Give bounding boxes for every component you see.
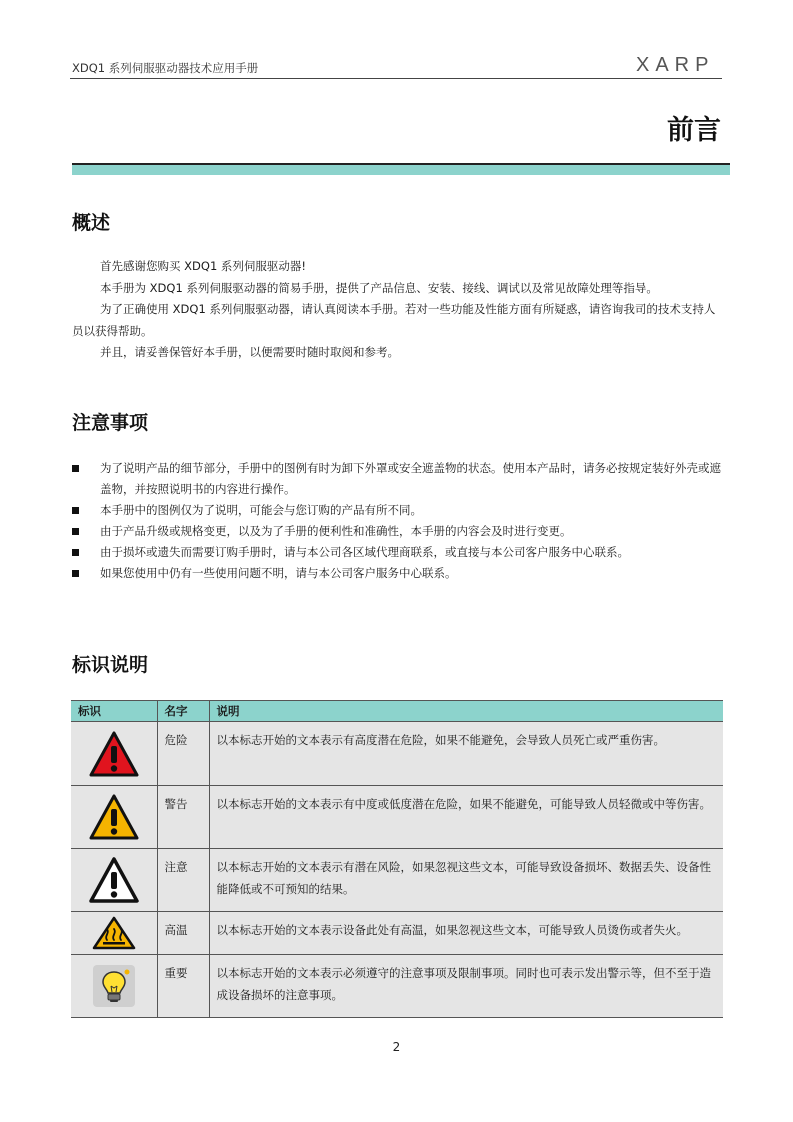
sign-name: 警告 xyxy=(157,786,209,849)
sign-name: 注意 xyxy=(157,849,209,912)
table-row xyxy=(71,849,723,912)
column-header-description: 说明 xyxy=(209,701,723,722)
table-row xyxy=(71,722,723,786)
sign-name: 重要 xyxy=(157,955,209,1018)
overview-paragraph: 首先感谢您购买 XDQ1 系列伺服驱动器! xyxy=(100,259,307,273)
sign-description: 以本标志开始的文本表示有高度潜在危险，如果不能避免，会导致人员死亡或严重伤害。 xyxy=(209,722,723,786)
icon-cell xyxy=(71,849,157,912)
icon-cell xyxy=(71,912,157,955)
header-doc-title: XDQ1 系列伺服驱动器技术应用手册 xyxy=(72,61,259,75)
sign-name: 高温 xyxy=(157,912,209,955)
caution-white-triangle-icon xyxy=(89,857,139,903)
bullet-square-icon xyxy=(72,465,79,472)
warning-yellow-triangle-icon xyxy=(89,794,139,840)
sign-description: 以本标志开始的文本表示有中度或低度潜在危险，如果不能避免，可能导致人员轻微或中等伤害。 xyxy=(209,786,723,849)
list-item xyxy=(72,521,724,542)
table-header-row xyxy=(71,701,723,722)
sign-description: 以本标志开始的文本表示设备此处有高温，如果忽视这些文本，可能导致人员烫伤或者失火。 xyxy=(209,912,723,955)
note-text: 由于损坏或遗失而需要订购手册时，请与本公司各区域代理商联系，或直接与本公司客户服务中心联系。 xyxy=(100,545,629,559)
bullet-square-icon xyxy=(72,528,79,535)
list-item xyxy=(72,500,724,521)
lightbulb-icon xyxy=(92,964,136,1008)
overview-text xyxy=(72,256,724,364)
section-title-signs: 标识说明 xyxy=(72,654,149,676)
section-title-notes: 注意事项 xyxy=(72,412,149,434)
icon-cell xyxy=(71,722,157,786)
list-item xyxy=(72,563,724,584)
bullet-square-icon xyxy=(72,570,79,577)
overview-paragraph: 并且，请妥善保管好本手册，以便需要时随时取阅和参考。 xyxy=(100,345,399,359)
note-text: 为了说明产品的细节部分，手册中的图例有时为卸下外罩或安全遮盖物的状态。使用本产品时，请务必按规定装好外壳或遮盖物，并按照说明书的内容进行操作。 xyxy=(100,461,721,496)
column-header-icon: 标识 xyxy=(71,701,157,722)
heading-band xyxy=(72,165,730,175)
page-number: 2 xyxy=(392,1040,401,1054)
note-text: 由于产品升级或规格变更，以及为了手册的便利性和准确性，本手册的内容会及时进行变更。 xyxy=(100,524,572,538)
brand-logo: XARP xyxy=(636,54,715,76)
note-text: 如果您使用中仍有一些使用问题不明，请与本公司客户服务中心联系。 xyxy=(100,566,457,580)
table-row xyxy=(71,955,723,1018)
bullet-square-icon xyxy=(72,507,79,514)
sign-description: 以本标志开始的文本表示有潜在风险，如果忽视这些文本，可能导致设备损坏、数据丢失、设备性能降低或不可预知的结果。 xyxy=(209,849,723,912)
icon-cell xyxy=(71,955,157,1018)
note-text: 本手册中的图例仅为了说明，可能会与您订购的产品有所不同。 xyxy=(100,503,422,517)
hot-surface-icon xyxy=(92,916,136,950)
table-row xyxy=(71,786,723,849)
list-item xyxy=(72,542,724,563)
table-row xyxy=(71,912,723,955)
sign-description: 以本标志开始的文本表示必须遵守的注意事项及限制事项。同时也可表示发出警示等，但不至于造成设备损坏的注意事项。 xyxy=(209,955,723,1018)
column-header-name: 名字 xyxy=(157,701,209,722)
icon-cell xyxy=(71,786,157,849)
bullet-square-icon xyxy=(72,549,79,556)
overview-paragraph: 为了正确使用 XDQ1 系列伺服驱动器，请认真阅读本手册。若对一些功能及性能方面有所疑惑，请咨询我司的技术支持人员以获得帮助。 xyxy=(72,302,716,338)
signs-table xyxy=(71,700,723,1018)
section-title-overview: 概述 xyxy=(72,212,111,234)
sign-name: 危险 xyxy=(157,722,209,786)
danger-red-triangle-icon xyxy=(89,731,139,777)
list-item xyxy=(72,458,724,500)
notes-list xyxy=(72,458,724,584)
header-divider xyxy=(70,78,722,79)
overview-paragraph: 本手册为 XDQ1 系列伺服驱动器的简易手册，提供了产品信息、安装、接线、调试以及常见故障处理等指导。 xyxy=(100,280,658,295)
page-heading: 前言 xyxy=(667,115,721,146)
